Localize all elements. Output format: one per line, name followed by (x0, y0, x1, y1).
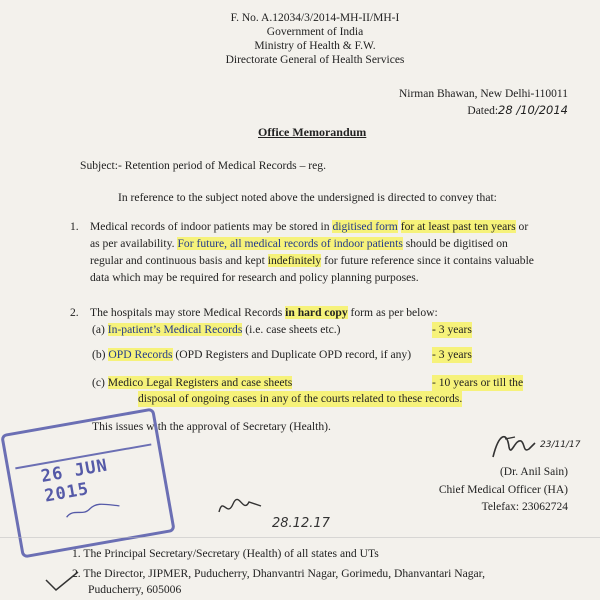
subject-line: Subject:- Retention period of Medical Records – reg. (80, 159, 326, 172)
dated-line (467, 103, 568, 117)
government-line: Government of India (266, 26, 364, 38)
item-b (92, 347, 411, 363)
para2-intro (90, 305, 438, 321)
office-address: Nirman Bhawan, New Delhi-110011 (398, 88, 568, 100)
handwriting-icon (215, 490, 265, 520)
item-b-period: - 3 years (432, 348, 472, 361)
telefax: Telefax: 23062724 (481, 501, 568, 513)
handwritten-scribble (215, 490, 265, 525)
to-line-1: 1. The Principal Secretary/Secretary (Health) of all states and UTs (72, 547, 379, 560)
para1-text: as per availability. (90, 237, 178, 250)
page-fold (0, 537, 600, 538)
item-a (92, 322, 341, 338)
item-c-continuation: disposal of ongoing cases in any of the courts related to these records. (138, 392, 463, 405)
item-b-text: (OPD Registers and Duplicate OPD record, if any) (172, 348, 412, 361)
item-a-label: (a) (92, 323, 108, 336)
intro-line: In reference to the subject noted above the undersigned is directed to convey that: (118, 191, 497, 204)
checkmark-icon (42, 568, 82, 596)
highlight-inpatient: In-patient’s Medical Records (107, 323, 243, 336)
highlight-future-records: For future, all medical records of indoor patients (177, 237, 403, 250)
signatory-name: (Dr. Anil Sain) (499, 466, 568, 478)
file-number: F. No. A.12034/3/2014-MH-II/MH-I (230, 12, 400, 24)
stamp-date: 26 JUN 2015 (39, 455, 110, 507)
para1-text: Medical records of indoor patients may be stored in (90, 220, 333, 233)
highlight-digitised: digitised form (332, 220, 398, 233)
highlight-hard-copy: in hard copy (285, 306, 348, 319)
item-b-label: (b) (92, 348, 109, 361)
para1-line2 (90, 236, 508, 252)
item-c-label: (c) (92, 376, 108, 389)
signatory-designation: Chief Medical Officer (HA) (438, 484, 568, 496)
para1-text: or (515, 220, 529, 233)
para1-text: for future reference since it contains valuable (321, 254, 534, 267)
highlight-opd: OPD Records (108, 348, 173, 361)
highlight-medico-legal: Medico Legal Registers and case sheets (107, 376, 293, 389)
para2-text: The hospitals may store Medical Records (90, 306, 286, 319)
highlight-ten-years: for at least past ten years (400, 220, 516, 233)
dated-label: Dated: (467, 105, 499, 117)
directorate-line: Directorate General of Health Services (225, 54, 405, 66)
para1-number: 1. (70, 220, 79, 233)
item-c-period: - 10 years or till the (432, 376, 524, 389)
to-line-3: Puducherry, 605006 (88, 583, 182, 596)
approval-line: This issues with the approval of Secretary (Health). (92, 420, 331, 433)
item-a-period: - 3 years (432, 323, 472, 336)
highlight-indefinitely: indefinitely (267, 254, 322, 267)
received-stamp (0, 407, 176, 558)
dated-value: 28 /10/2014 (498, 103, 568, 117)
item-a-text: (i.e. case sheets etc.) (242, 323, 341, 336)
memo-title: Office Memorandum (258, 125, 367, 139)
para1-text: should be digitised on (402, 237, 508, 250)
to-line-2: 2. The Director, JIPMER, Puducherry, Dhanvantri Nagar, Gorimedu, Dhanvantari Nagar, (72, 567, 485, 580)
para2-number: 2. (70, 306, 79, 319)
item-c (92, 375, 292, 391)
para1-line4: data which may be required for research and policy planning purposes. (90, 271, 419, 284)
signature-date: 23/11/17 (540, 440, 581, 450)
ministry-line: Ministry of Health & F.W. (254, 40, 376, 52)
para1-line1 (90, 219, 528, 235)
para1-line3 (90, 253, 534, 269)
handwritten-date: 28.12.17 (272, 516, 330, 531)
para1-text: regular and continuous basis and kept (90, 254, 268, 267)
para2-text: form as per below: (347, 306, 438, 319)
